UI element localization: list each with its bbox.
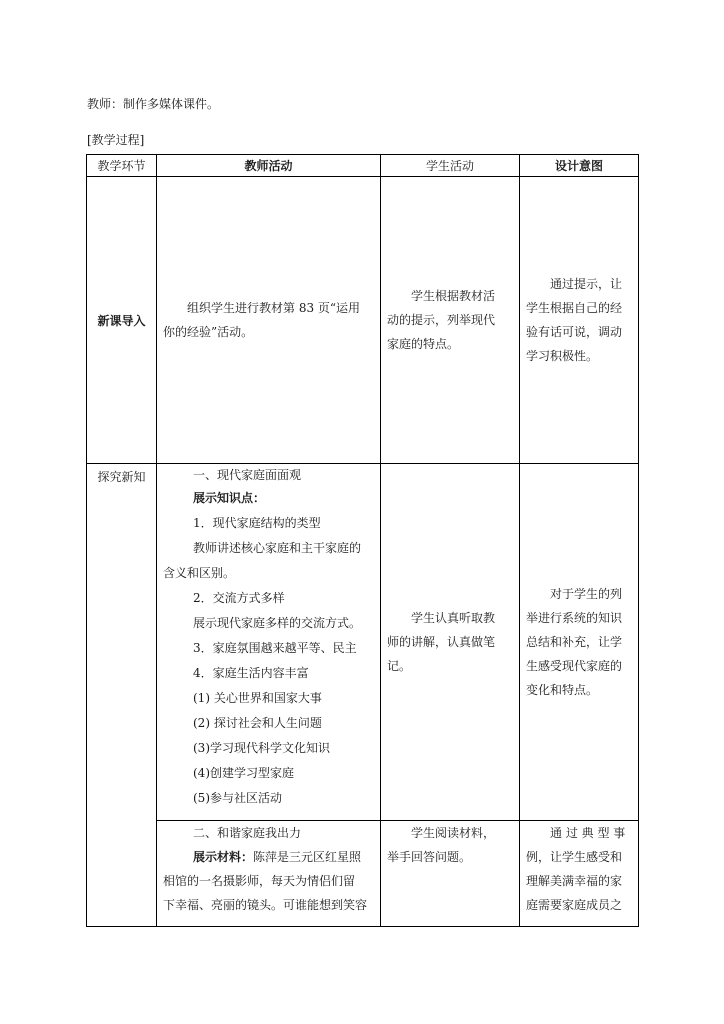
text-line — [163, 845, 374, 869]
text-line: 组织学生进行教材第 83 页“运用 — [187, 301, 361, 315]
text-line: (1) 关心世界和国家大事 — [193, 691, 322, 705]
student-activity-cell — [381, 177, 520, 464]
text-line: 展示知识点： — [193, 491, 266, 505]
process-title: [教学过程] — [87, 133, 145, 147]
text-line: 下幸福、亮丽的镜头。可谁能想到笑容 — [163, 898, 368, 912]
text-line: 理解美满幸福的家 — [526, 874, 623, 888]
text-line: 相馆的一名摄影师，每天为情侣们留 — [163, 874, 356, 888]
text-line: 学生阅读材料， — [411, 826, 496, 840]
table-header-row — [87, 155, 639, 177]
text-line: 教师讲述核心家庭和主干家庭的 — [193, 541, 362, 555]
material-label: 展示材料： — [193, 850, 254, 864]
text-line: 通 过 典 型 事 — [550, 826, 626, 840]
text-line: 师的讲解，认真做笔 — [387, 635, 496, 649]
text-line: 总结和补充，让学 — [526, 635, 623, 649]
text-line: 例，让学生感受和 — [526, 850, 623, 864]
text-line: 学生认真听取教 — [411, 611, 496, 625]
table-row — [87, 177, 639, 464]
header-intent: 设计意图 — [520, 155, 639, 177]
stage-cell: 新课导入 — [87, 177, 157, 464]
text-line: 你的经验”活动。 — [163, 325, 254, 339]
text-line: 通过提示，让 — [550, 277, 623, 291]
text-line: 学生根据教材活 — [411, 289, 496, 303]
student-activity-cell — [381, 464, 520, 821]
text-line: (3)学习现代科学文化知识 — [193, 741, 330, 755]
text-line: (4)创建学习型家庭 — [193, 766, 294, 780]
text-line: 对于学生的列 — [550, 587, 623, 601]
text-line: 变化和特点。 — [526, 683, 599, 697]
header-stage: 教学环节 — [87, 155, 157, 177]
teacher-activity-cell — [157, 464, 381, 821]
student-activity-cell — [381, 821, 520, 927]
text-line: 3．家庭氛围越来越平等、民主 — [193, 641, 357, 655]
text-line: 举手回答问题。 — [387, 850, 472, 864]
materials-line: 教师：制作多媒体课件。 — [87, 97, 220, 111]
text-line: 动的提示，列举现代 — [387, 313, 496, 327]
text-span: 陈萍是三元区红星照 — [253, 850, 362, 864]
table-row — [87, 821, 639, 927]
text-line: (2) 探讨社会和人生问题 — [193, 716, 322, 730]
text-line: 2．交流方式多样 — [193, 591, 285, 605]
header-student: 学生活动 — [381, 155, 520, 177]
text-line: 庭需要家庭成员之 — [526, 898, 623, 912]
text-line: 举进行系统的知识 — [526, 611, 623, 625]
text-line: 4．家庭生活内容丰富 — [193, 666, 309, 680]
design-intent-cell — [520, 821, 639, 927]
teacher-activity-cell — [157, 821, 381, 927]
text-line: 一、现代家庭面面观 — [193, 468, 302, 482]
text-line: 学习积极性。 — [526, 349, 599, 363]
stage-cell: 探究新知 — [87, 464, 157, 927]
text-line: 生感受现代家庭的 — [526, 659, 623, 673]
text-line: 记。 — [387, 659, 412, 673]
text-line: 含义和区别。 — [163, 566, 236, 580]
text-line: (5)参与社区活动 — [193, 791, 282, 805]
lesson-table — [86, 154, 639, 927]
text-line: 展示现代家庭多样的交流方式。 — [193, 616, 362, 630]
teacher-activity-cell — [157, 177, 381, 464]
design-intent-cell — [520, 177, 639, 464]
header-teacher: 教师活动 — [157, 155, 381, 177]
text-line: 验有话可说，调动 — [526, 325, 623, 339]
design-intent-cell — [520, 464, 639, 821]
text-line: 学生根据自己的经 — [526, 301, 623, 315]
text-line: 1．现代家庭结构的类型 — [193, 516, 321, 530]
text-line: 二、和谐家庭我出力 — [193, 826, 302, 840]
table-row — [87, 464, 639, 821]
text-line: 家庭的特点。 — [387, 337, 460, 351]
